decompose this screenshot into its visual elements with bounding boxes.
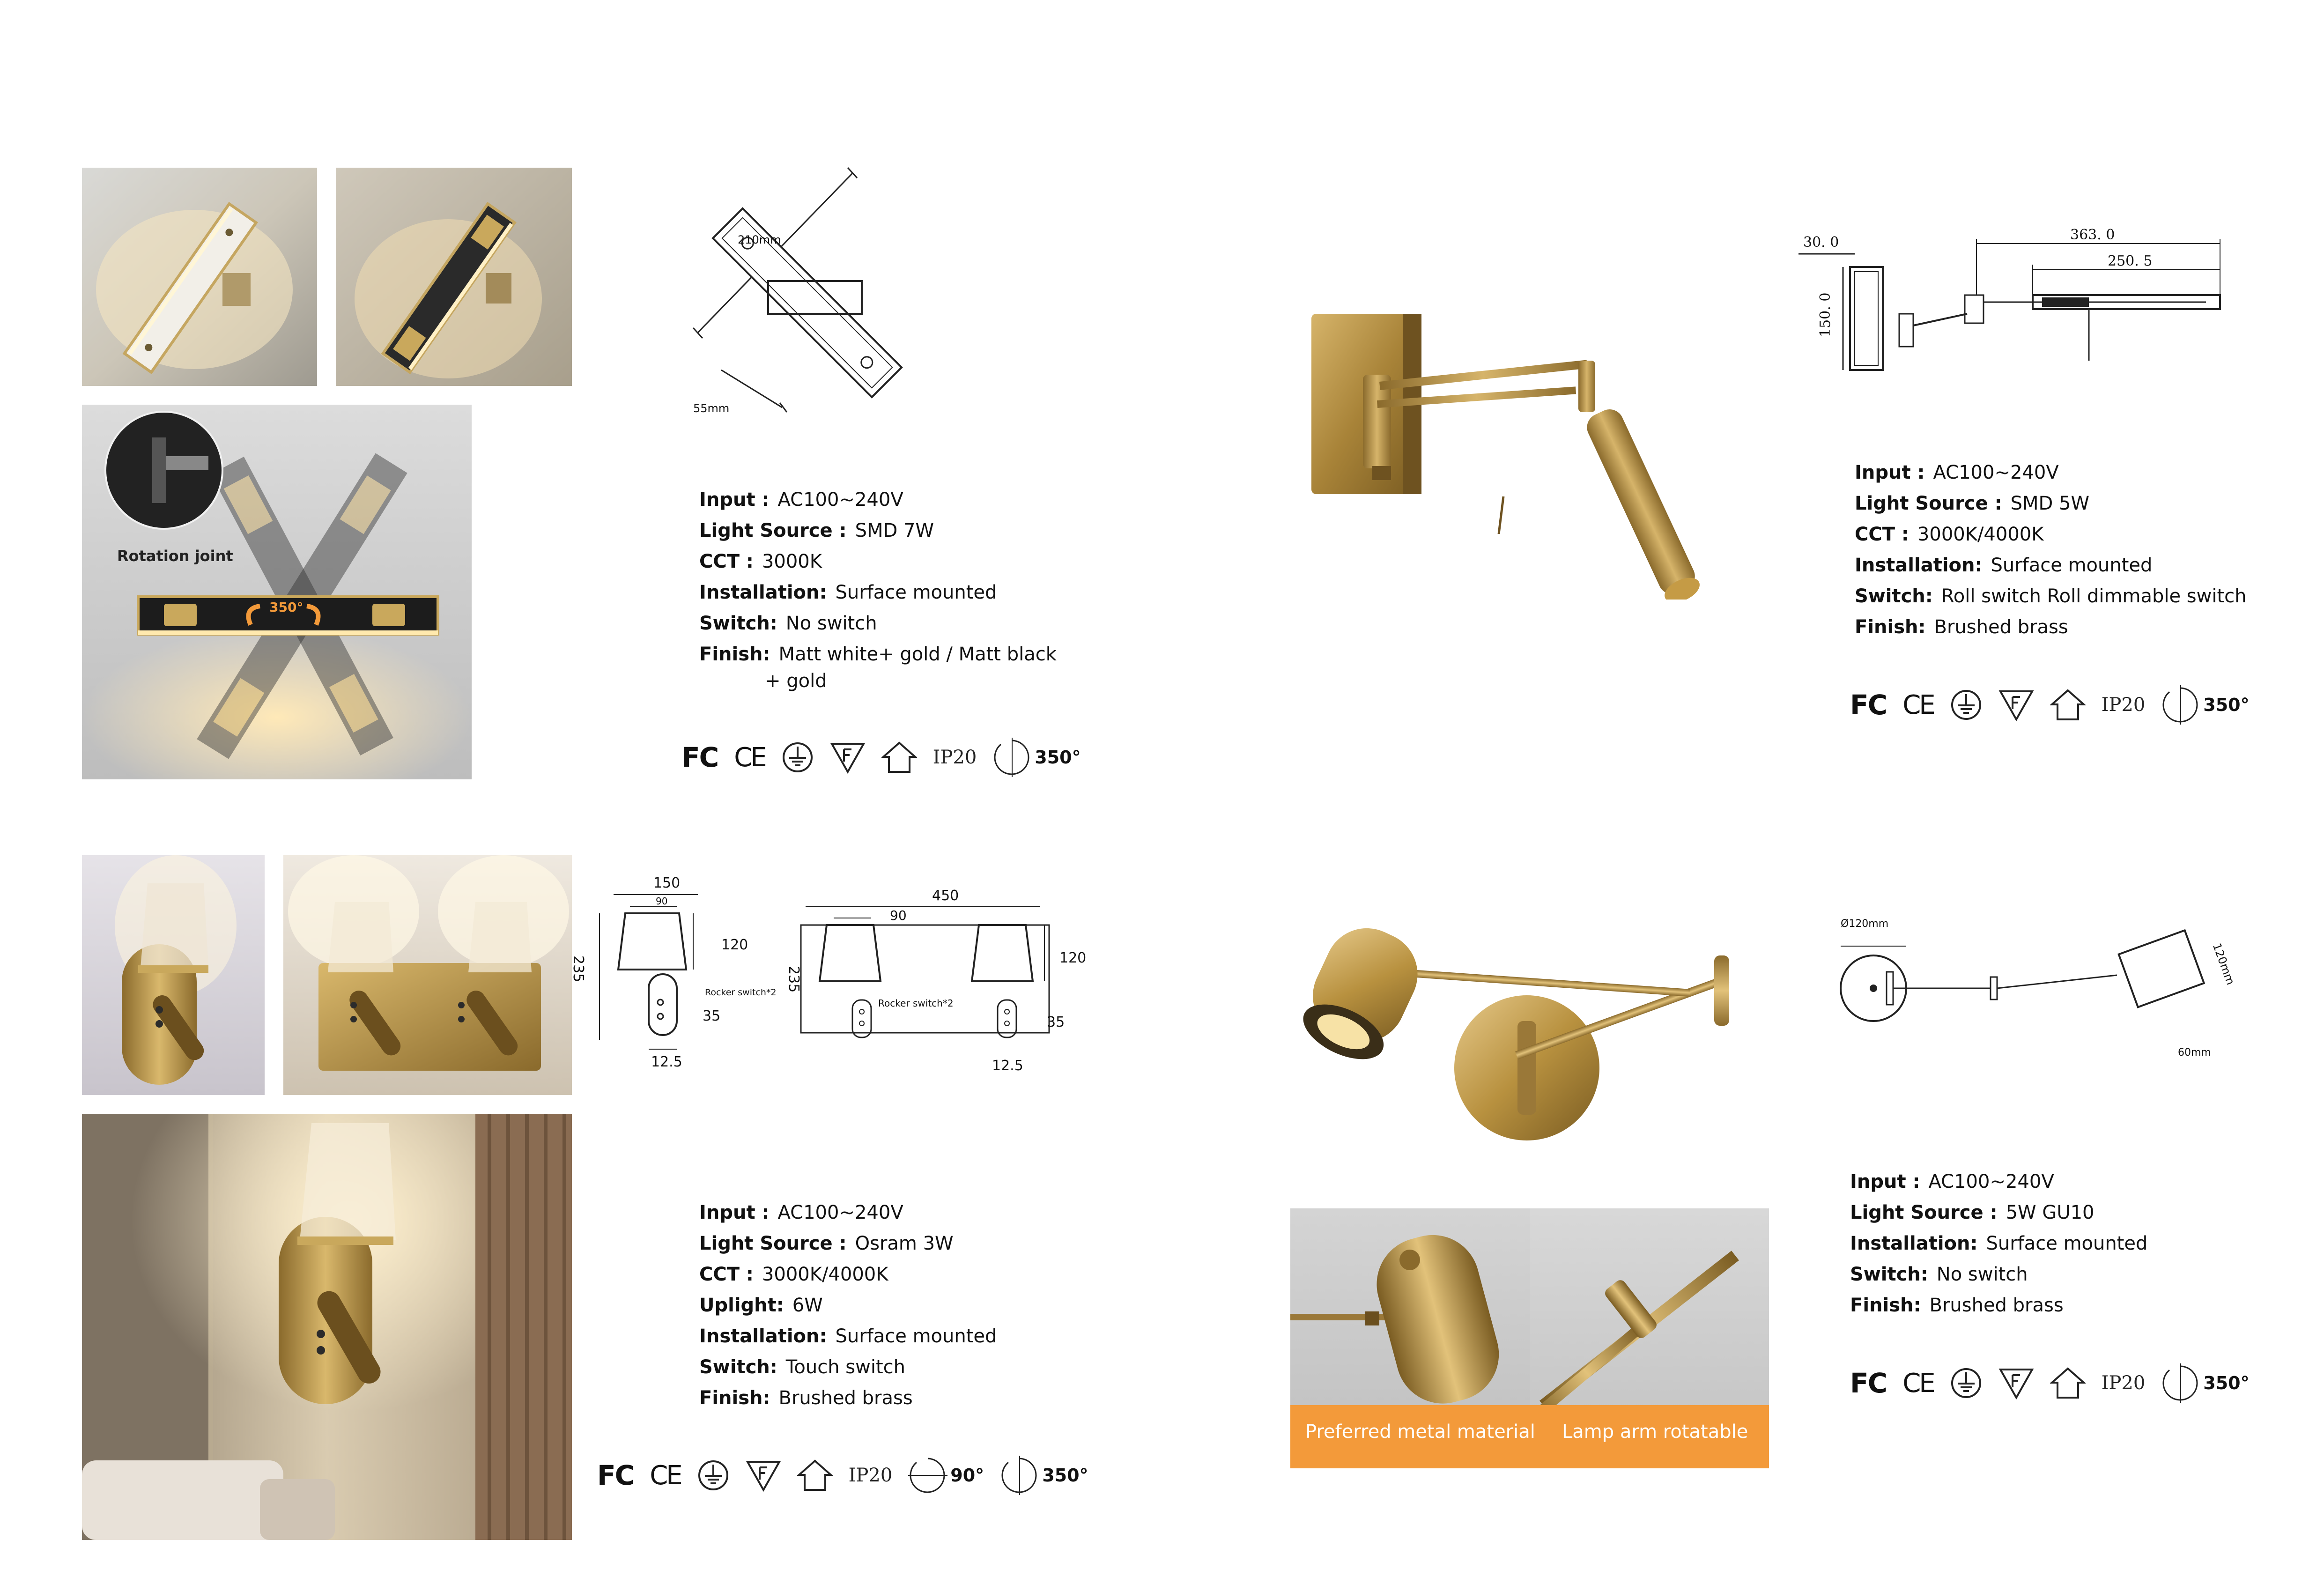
b-35-label: 35 bbox=[1047, 1014, 1065, 1030]
b-inner-label: 90 bbox=[890, 908, 907, 923]
rotation-badge: 350° bbox=[269, 600, 303, 615]
f-mark-icon bbox=[1998, 684, 2034, 726]
ground-icon bbox=[697, 1454, 730, 1496]
rotation-rating bbox=[1000, 1456, 1088, 1495]
spec-row: Switch: Roll switch Roll dimmable switch bbox=[1855, 585, 2247, 607]
spec-row: Finish: Brushed brass bbox=[699, 1387, 913, 1409]
spec-row: Installation: Surface mounted bbox=[1855, 555, 2153, 576]
ce-mark-icon: CE bbox=[650, 1460, 681, 1491]
spec-row: Finish: Brushed brass bbox=[1850, 1295, 2064, 1316]
product-1-photo-white bbox=[82, 168, 317, 386]
ip-rating: IP20 bbox=[848, 1465, 893, 1486]
rotation-rating bbox=[2161, 685, 2249, 725]
ce-mark-icon: CE bbox=[1902, 689, 1934, 720]
product-4-specs bbox=[1850, 1166, 2147, 1321]
indoor-use-icon bbox=[797, 1454, 833, 1496]
tilt-value: 90° bbox=[950, 1465, 984, 1486]
fc-mark-icon: FC bbox=[1850, 689, 1887, 721]
spec-row: CCT : 3000K/4000K bbox=[1855, 524, 2044, 545]
product-1-certifications bbox=[681, 736, 1081, 778]
tilt-rating bbox=[908, 1456, 984, 1495]
spec-row: Light Source : SMD 7W bbox=[699, 520, 934, 541]
spec-row: Light Source : 5W GU10 bbox=[1850, 1202, 2095, 1223]
indoor-use-icon bbox=[881, 736, 917, 778]
a-35-label: 35 bbox=[703, 1008, 721, 1024]
product-3-dimension-drawing-a bbox=[585, 881, 735, 1077]
product-2-dimension-drawing bbox=[1799, 220, 2239, 375]
product-3-dimension-drawing-b bbox=[796, 881, 1096, 1077]
product-3-photo-room bbox=[82, 1114, 572, 1540]
head-len-label: 120mm bbox=[2210, 941, 2237, 987]
product-2-photo bbox=[1302, 300, 1761, 600]
fc-mark-icon: FC bbox=[1850, 1367, 1887, 1399]
spec-row: CCT : 3000K bbox=[699, 551, 822, 572]
rotation-value: 350° bbox=[2203, 1373, 2250, 1393]
a-switch-label: Rocker switch*2 bbox=[705, 987, 777, 998]
fc-mark-icon: FC bbox=[597, 1459, 634, 1491]
spec-row: Uplight: 6W bbox=[699, 1295, 823, 1316]
ground-icon bbox=[1950, 1362, 1983, 1404]
spec-row: Switch: No switch bbox=[699, 613, 877, 634]
indoor-use-icon bbox=[2050, 1362, 2086, 1404]
product-3-certifications bbox=[597, 1454, 1088, 1496]
product-1-photo-rotation bbox=[82, 405, 472, 779]
product-3-specs bbox=[699, 1197, 997, 1414]
product-1-photo-black bbox=[336, 168, 572, 386]
fc-mark-icon: FC bbox=[681, 741, 718, 773]
feature-bar bbox=[1290, 1405, 1769, 1468]
spec-row: Switch: No switch bbox=[1850, 1264, 2028, 1285]
product-2-dim-30: 30. 0 bbox=[1803, 234, 1839, 251]
rotation-rating bbox=[992, 738, 1081, 777]
product-4-certifications bbox=[1850, 1362, 2250, 1404]
a-height-label: 235 bbox=[570, 955, 586, 983]
a-base-label: 12.5 bbox=[651, 1054, 682, 1070]
spec-row: Input : AC100~240V bbox=[1850, 1171, 2054, 1192]
spec-row: Light Source : Osram 3W bbox=[699, 1233, 954, 1254]
ground-icon bbox=[1950, 684, 1983, 726]
f-mark-icon bbox=[830, 736, 866, 778]
product-2-certifications bbox=[1850, 684, 2250, 726]
rotation-value: 350° bbox=[2203, 695, 2250, 715]
product-1-specs bbox=[699, 484, 1057, 692]
ground-icon bbox=[781, 736, 814, 778]
product-4-photo bbox=[1302, 909, 1742, 1143]
ip-rating: IP20 bbox=[2101, 1372, 2146, 1394]
spec-row: Installation: Surface mounted bbox=[699, 582, 997, 603]
rotation-value: 350° bbox=[1035, 747, 1081, 768]
head-dia-label: 60mm bbox=[2178, 1047, 2211, 1059]
spec-row: Finish: Brushed brass bbox=[1855, 616, 2068, 638]
product-3-photo-single bbox=[82, 855, 265, 1095]
b-switch-label: Rocker switch*2 bbox=[878, 998, 954, 1009]
spec-row: Finish: Matt white+ gold / Matt black bbox=[699, 644, 1057, 665]
spec-row: Light Source : SMD 5W bbox=[1855, 493, 2090, 514]
b-shade-label: 120 bbox=[1059, 950, 1087, 966]
product-2-dim-250: 250. 5 bbox=[2108, 253, 2153, 269]
spec-row: Installation: Surface mounted bbox=[699, 1325, 997, 1347]
spec-row: Installation: Surface mounted bbox=[1850, 1233, 2148, 1254]
spec-row: Switch: Touch switch bbox=[699, 1356, 905, 1378]
rotation-value: 350° bbox=[1042, 1465, 1088, 1486]
ip-rating: IP20 bbox=[2101, 694, 2146, 716]
f-mark-icon bbox=[746, 1454, 781, 1496]
a-inner-label: 90 bbox=[656, 896, 668, 907]
a-width-label: 150 bbox=[653, 875, 681, 891]
rotation-joint-caption: Rotation joint bbox=[117, 547, 233, 565]
product-3-photo-double bbox=[283, 855, 572, 1095]
spec-row: Input : AC100~240V bbox=[699, 489, 903, 511]
product-2-specs bbox=[1855, 457, 2246, 643]
rotation-rating bbox=[2161, 1363, 2249, 1403]
ce-mark-icon: CE bbox=[1902, 1368, 1934, 1399]
product-2-dim-150: 150. 0 bbox=[1817, 292, 1834, 337]
product-1-width-label: 55mm bbox=[693, 402, 730, 415]
a-shade-label: 120 bbox=[721, 937, 748, 953]
spec-row: Input : AC100~240V bbox=[699, 1202, 903, 1223]
ip-rating: IP20 bbox=[933, 747, 977, 768]
product-1-dimension-drawing bbox=[674, 164, 918, 426]
b-height-label: 235 bbox=[785, 966, 802, 993]
spec-row: Input : AC100~240V bbox=[1855, 462, 2059, 483]
feature-arm-rotatable: Lamp arm rotatable bbox=[1562, 1421, 1748, 1443]
spec-continuation: + gold bbox=[765, 670, 827, 692]
feature-metal-material: Preferred metal material bbox=[1305, 1421, 1535, 1443]
product-1-length-label: 210mm bbox=[738, 233, 781, 246]
ce-mark-icon: CE bbox=[734, 742, 765, 773]
indoor-use-icon bbox=[2050, 684, 2086, 726]
spec-row: CCT : 3000K/4000K bbox=[699, 1264, 888, 1285]
product-2-dim-363: 363. 0 bbox=[2070, 227, 2115, 243]
b-width-label: 450 bbox=[932, 888, 959, 904]
f-mark-icon bbox=[1998, 1362, 2034, 1404]
base-dia-label: Ø120mm bbox=[1841, 918, 1889, 930]
b-base-label: 12.5 bbox=[992, 1058, 1023, 1074]
